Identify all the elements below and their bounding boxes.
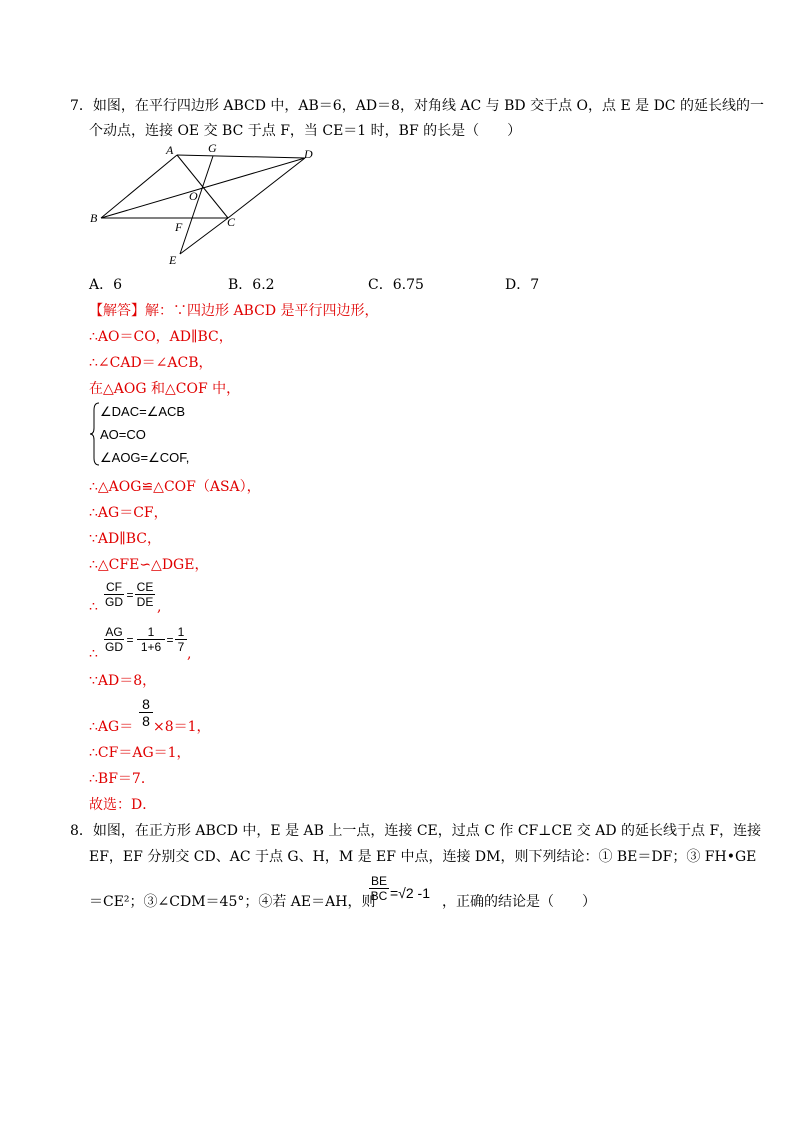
label-O: O — [189, 189, 198, 203]
fraction-1-over-1plus6 — [137, 625, 165, 654]
solution-line-11: ∴BF＝7． — [89, 771, 155, 787]
option-c: C．6.75 — [368, 277, 424, 293]
frac-num: CF — [106, 580, 122, 594]
solution-line-4: 在△AOG 和△COF 中， — [89, 381, 241, 397]
frac-equals: = — [126, 588, 134, 602]
frac-den: BC — [370, 889, 388, 903]
q7-stem-line2: 个动点，连接 OE 交 BC 于点 F，当 CE＝1 时，BF 的长是（ ） — [89, 123, 522, 139]
frac-line-1-prefix: ∴ — [89, 599, 98, 615]
frac-line-2-prefix: ∴ — [89, 646, 98, 662]
frac-equals: = — [126, 633, 134, 647]
frac-line-1-end: , — [157, 599, 162, 615]
system-eq-1: ∠DAC=∠ACB — [100, 404, 186, 419]
q8-line3-a: ＝CE²；③∠CDM＝45°；④若 AE＝AH，则 — [89, 894, 376, 910]
segment-AD — [177, 155, 305, 158]
solution-line-1: 【解答】解：∵四边形 ABCD 是平行四边形， — [89, 303, 379, 319]
q8-line1: 8．如图，在正方形 ABCD 中，E 是 AB 上一点，连接 CE，过点 C 作 CF⊥CE 交 AD 的延长线于点 F，连接 — [70, 823, 762, 839]
system-eq-2: AO=CO — [100, 427, 146, 442]
frac-den: DE — [136, 595, 154, 609]
frac-num: 1 — [147, 625, 155, 639]
frac-num: CE — [136, 580, 154, 594]
frac-den: 1+6 — [137, 639, 165, 654]
q8-line3-b: =√2 -1 — [390, 885, 430, 901]
fraction-cf-gd — [104, 580, 124, 609]
solution-line-6: ∴AG＝CF， — [89, 505, 168, 521]
label-E: E — [169, 253, 177, 267]
solution-line-10: ∴CF＝AG＝1， — [89, 745, 191, 761]
solution-line-2: ∴AO＝CO，AD∥BC， — [89, 329, 233, 345]
segment-GE — [180, 156, 213, 254]
frac-den: 8 — [139, 712, 153, 729]
frac-den: GD — [105, 595, 123, 609]
solution-line-9: ∵AD＝8， — [89, 673, 157, 689]
label-C: C — [227, 215, 236, 229]
parallelogram-diagram — [86, 140, 326, 270]
label-A: A — [166, 143, 174, 157]
frac-line-2-end: , — [187, 646, 192, 662]
frac-equals: = — [166, 633, 174, 647]
system-brace — [90, 402, 100, 466]
segment-DC — [228, 158, 305, 218]
label-B: B — [90, 211, 98, 225]
system-eq-3: ∠AOG=∠COF, — [100, 450, 190, 465]
frac-num: 1 — [177, 625, 185, 639]
solution-line-5: ∴△AOG≌△COF（ASA）， — [89, 479, 261, 495]
frac-den: GD — [105, 640, 123, 654]
option-b: B．6.2 — [228, 277, 275, 293]
solution-line-12: 故选：D． — [89, 797, 157, 813]
solution-line-3: ∴∠CAD＝∠ACB， — [89, 355, 213, 371]
option-a: A．6 — [89, 277, 123, 293]
label-D: D — [304, 147, 313, 161]
label-F: F — [175, 220, 183, 234]
fraction-ag-gd — [104, 625, 124, 654]
segment-CE — [180, 218, 228, 254]
solution-line-8: ∴△CFE∽△DGE， — [89, 557, 209, 573]
frac-line-3-tail: ×8＝1， — [153, 719, 211, 735]
fraction-8-over-8 — [139, 696, 153, 729]
q7-stem-line1: 7．如图，在平行四边形 ABCD 中，AB＝6，AD＝8，对角线 AC 与 BD 交于点 O，点 E 是 DC 的延长线的一 — [70, 98, 764, 114]
frac-num: BE — [370, 874, 387, 888]
label-G: G — [208, 141, 217, 155]
option-d: D．7 — [505, 277, 540, 293]
frac-num: 8 — [142, 696, 150, 712]
fraction-be-bc — [369, 874, 389, 903]
fraction-ce-de — [135, 580, 155, 609]
fraction-1-over-7 — [175, 625, 187, 654]
segment-BA — [101, 155, 177, 218]
q8-line3-c: ，正确的结论是（ ） — [442, 894, 596, 910]
q8-line2: EF，EF 分别交 CD、AC 于点 G、H，M 是 EF 中点，连接 DM，则下列结论：① BE＝DF；③ FH•GE — [89, 849, 757, 865]
frac-den: 7 — [175, 639, 187, 654]
frac-line-3-prefix: ∴AG＝ — [89, 719, 134, 735]
diagonal-BD — [101, 158, 305, 218]
solution-line-7: ∵AD∥BC， — [89, 531, 161, 547]
frac-num: AG — [105, 625, 123, 639]
